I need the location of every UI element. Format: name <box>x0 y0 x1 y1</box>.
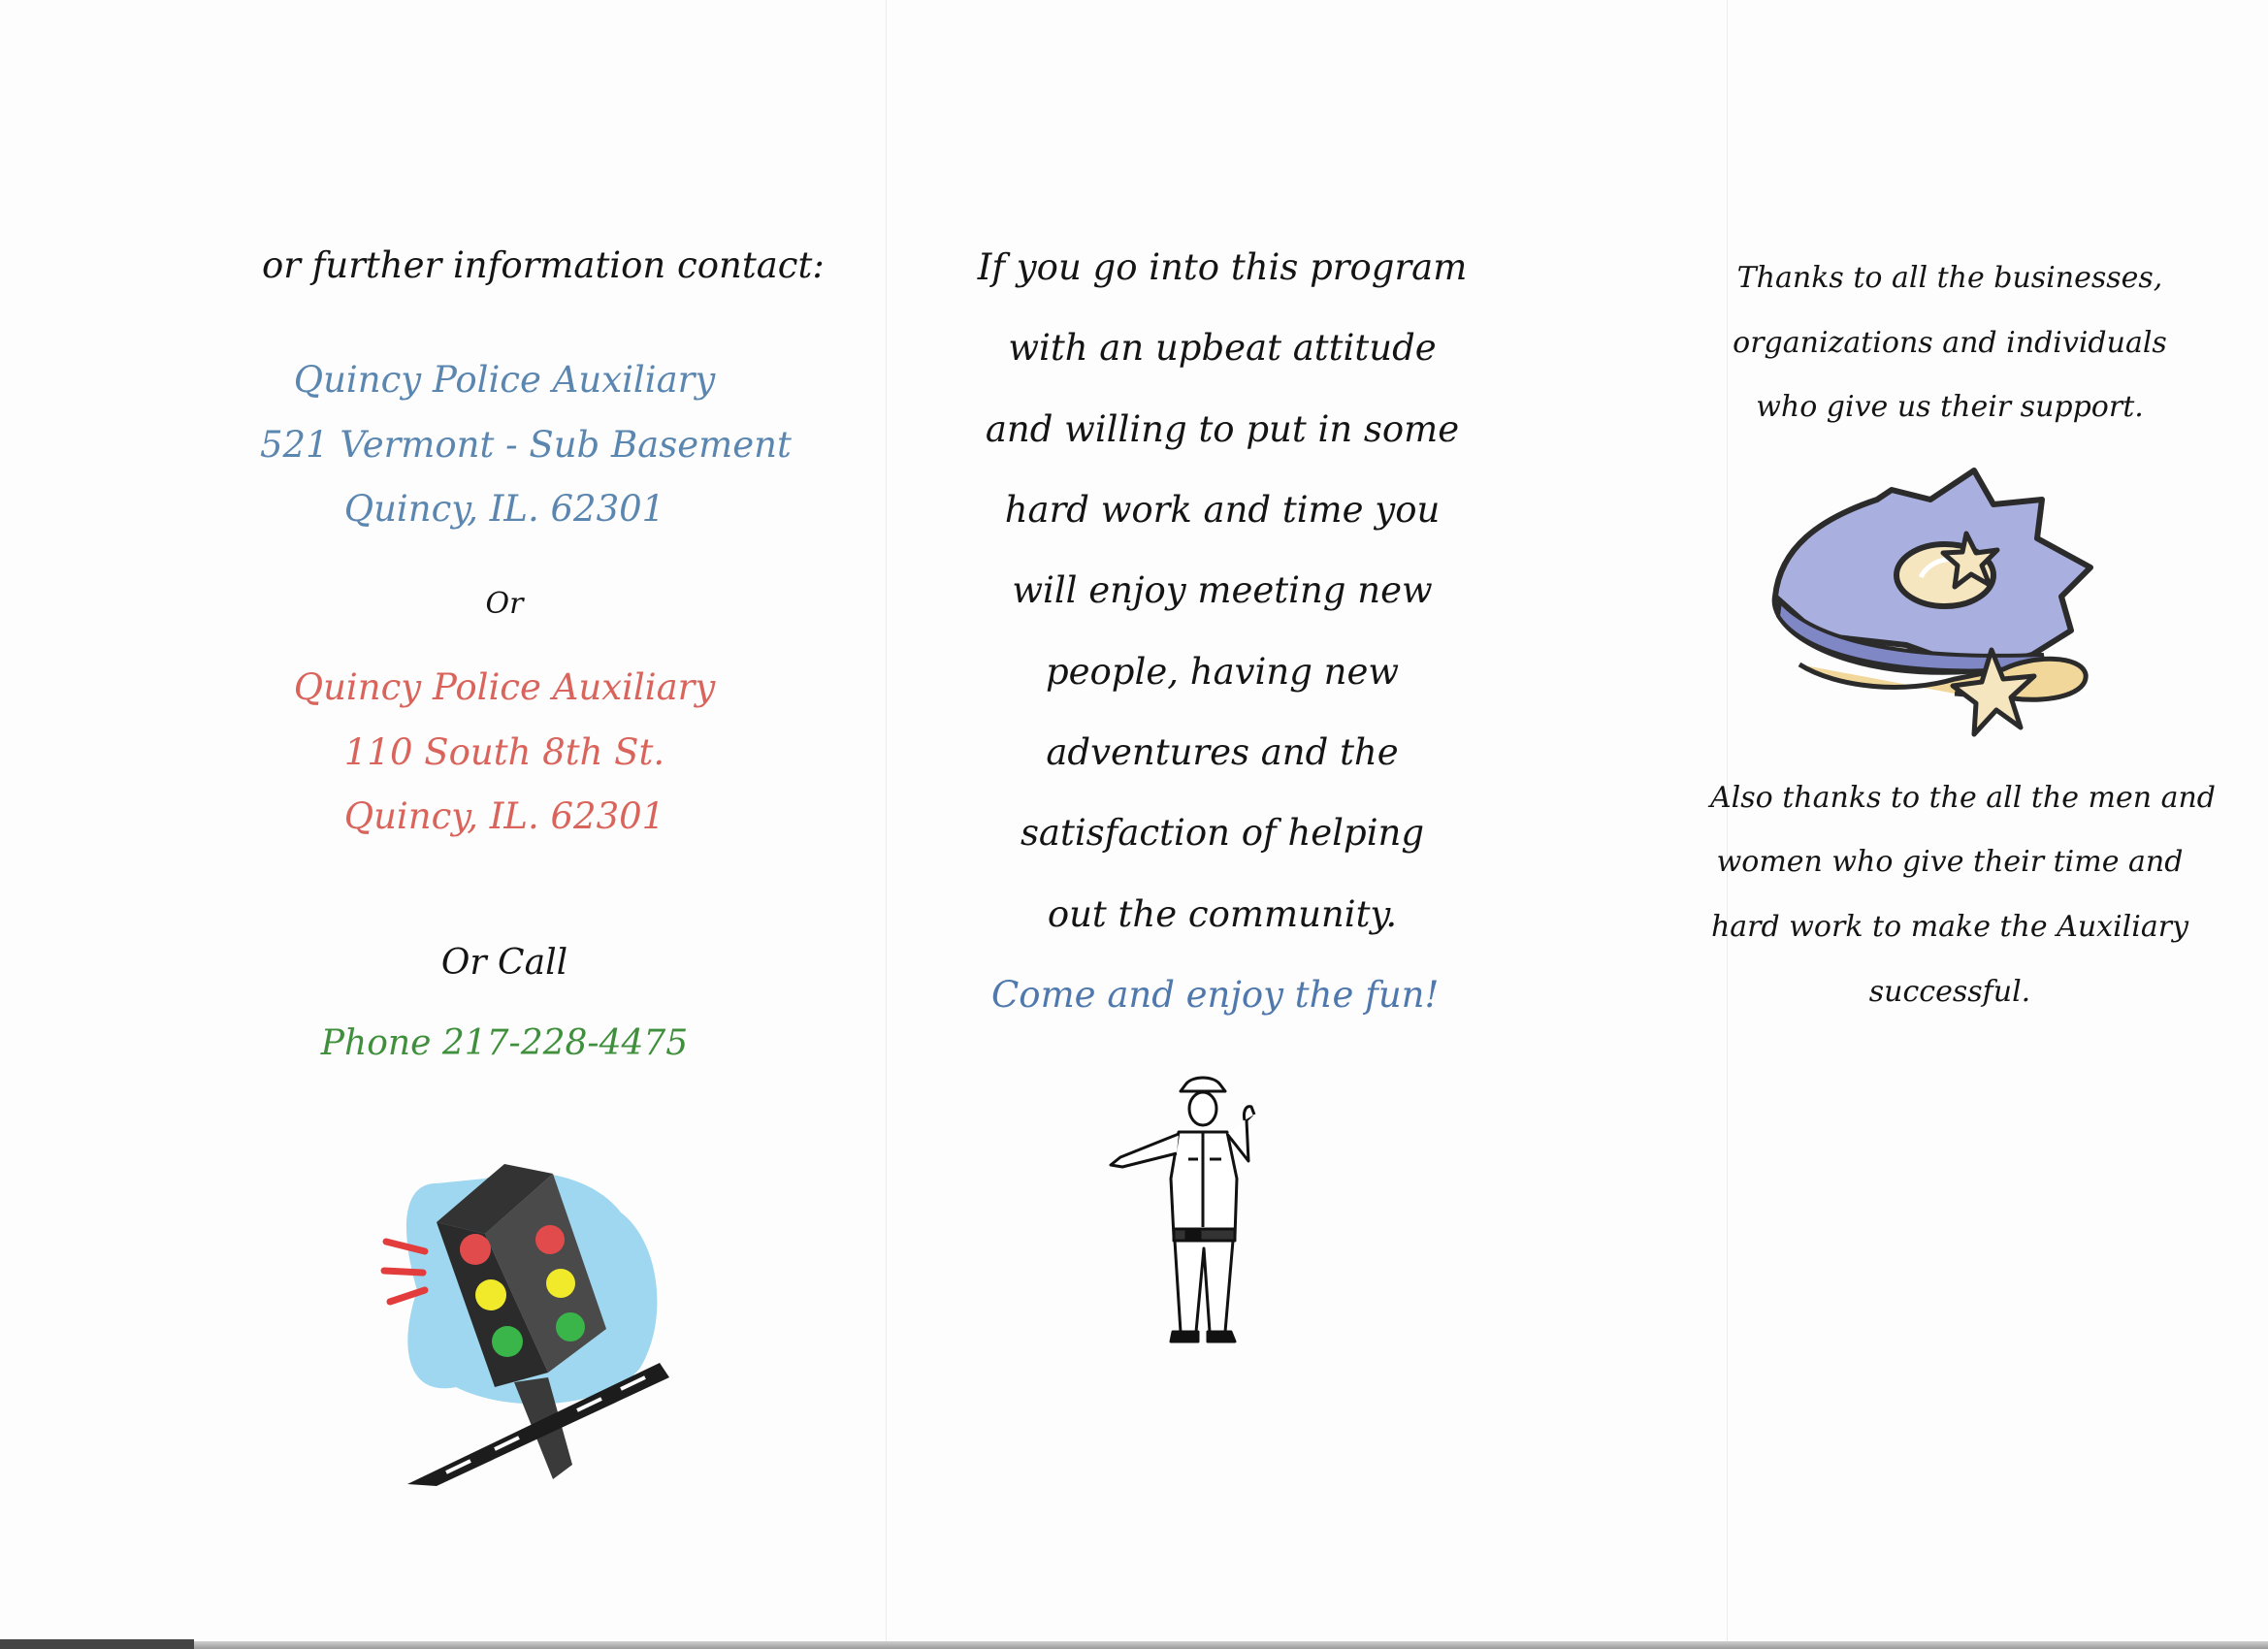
thanks-line-2: organizations and individuals <box>1733 326 2167 360</box>
also-line-4: successful. <box>1868 975 2031 1009</box>
thanks-line-1: Thanks to all the businesses, <box>1736 261 2163 295</box>
middle-line-5: will enjoy meeting new <box>1012 569 1433 611</box>
middle-line-2: with an upbeat attitude <box>1008 327 1437 369</box>
middle-line-6: people, having new <box>1045 651 1400 693</box>
thanks-line-3: who give us their support. <box>1756 390 2144 424</box>
middle-line-1: If you go into this program <box>977 246 1468 288</box>
address1-street: 521 Vermont - Sub Basement <box>260 424 792 466</box>
tagline: Come and enjoy the fun! <box>991 974 1440 1016</box>
middle-line-3: and willing to put in some <box>985 408 1460 450</box>
scan-edge-dark <box>0 1639 194 1649</box>
address2-street: 110 South 8th St. <box>343 731 665 773</box>
middle-line-4: hard work and time you <box>1004 489 1441 531</box>
or-call-label: Or Call <box>440 943 568 983</box>
traffic-light-icon <box>378 1145 679 1489</box>
police-officer-icon <box>1101 1072 1295 1348</box>
also-line-1: Also thanks to the all the men and <box>1710 781 2217 815</box>
also-line-3: hard work to make the Auxiliary <box>1710 910 2189 944</box>
address2-city: Quincy, IL. 62301 <box>343 795 665 837</box>
middle-line-7: adventures and the <box>1046 731 1399 773</box>
middle-line-9: out the community. <box>1047 893 1398 935</box>
address1-city: Quincy, IL. 62301 <box>343 488 665 530</box>
scan-edge <box>0 1641 2268 1649</box>
contact-heading: or further information contact: <box>262 244 825 286</box>
address1-name: Quincy Police Auxiliary <box>293 359 716 401</box>
also-line-2: women who give their time and <box>1716 845 2184 879</box>
phone-number: Phone 217-228-4475 <box>320 1023 689 1063</box>
middle-line-8: satisfaction of helping <box>1020 812 1425 854</box>
address2-name: Quincy Police Auxiliary <box>293 666 716 708</box>
police-hat-icon <box>1761 461 2110 752</box>
or-separator: Or <box>485 587 524 621</box>
